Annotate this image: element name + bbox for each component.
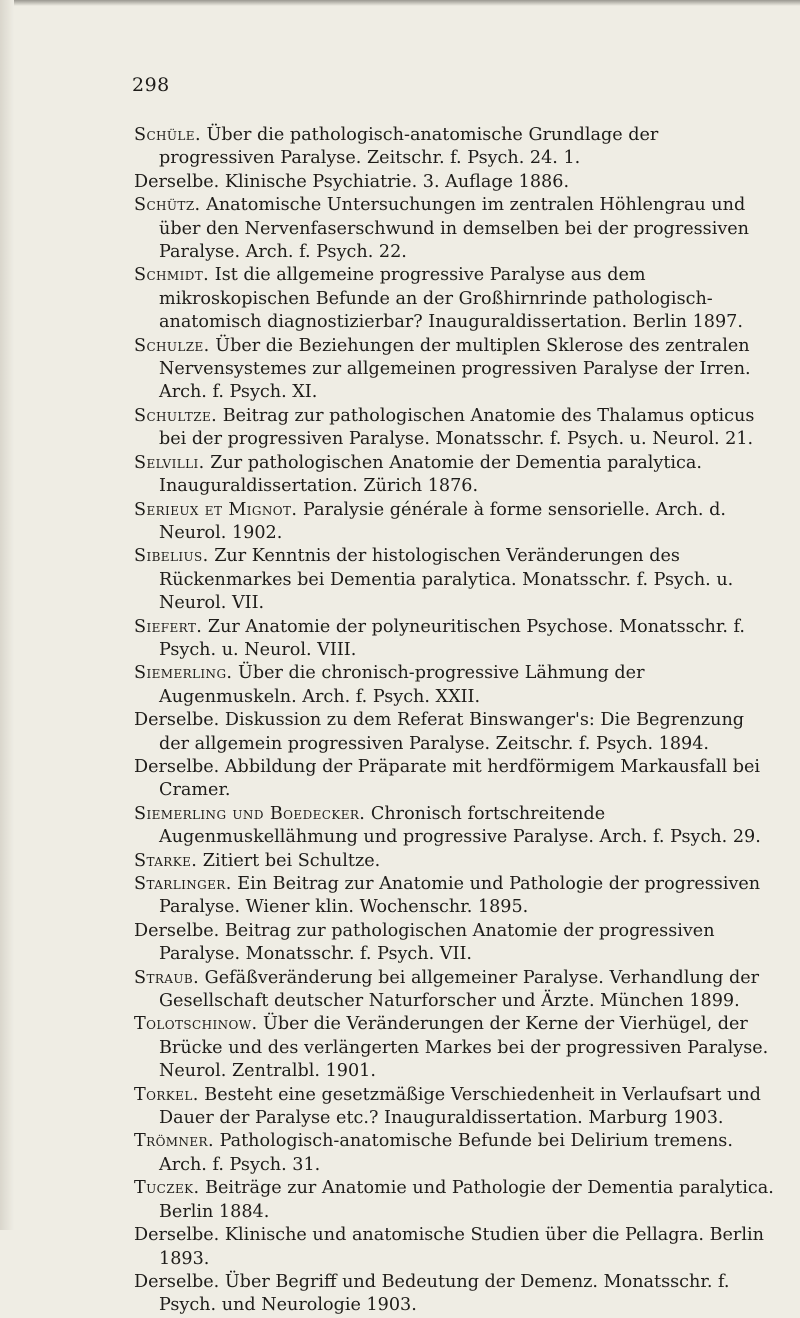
bibliography-entry <box>134 545 774 615</box>
entry-text: Zur pathologischen Anatomie der Dementia paralytica. Inauguraldissertation. Zürich 1876. <box>159 452 702 497</box>
bibliography-entry <box>134 194 774 264</box>
entry-text: Zitiert bei Schultze. <box>197 850 381 871</box>
page-number: 298 <box>132 74 170 96</box>
entry-author: Sibelius. <box>134 546 209 567</box>
entry-author: Schultze. <box>134 405 218 426</box>
entry-author: Torkel. <box>134 1084 199 1105</box>
entry-author: Schüle. <box>134 125 201 145</box>
entry-text: Gefäßveränderung bei allgemeiner Paralyse. Verhandlung der Gesellschaft deutscher Naturforscher und Ärzte. München 1899. <box>159 967 760 1012</box>
entry-text: Derselbe. Klinische und anatomische Studien über die Pellagra. Berlin 1893. <box>134 1225 764 1269</box>
bibliography-entry <box>134 335 774 405</box>
entry-author: Selvilli. <box>134 452 205 473</box>
bibliography-entry <box>134 499 774 546</box>
entry-author: Trömner. <box>134 1131 214 1152</box>
entry-author: Siefert. <box>134 616 203 637</box>
bibliography-entry <box>134 171 774 194</box>
bibliography-entry <box>134 873 774 920</box>
bibliography-entry <box>134 452 774 499</box>
bibliography-entry <box>134 616 774 663</box>
bibliography-entry <box>134 662 774 709</box>
entry-text: Zur Anatomie der polyneuritischen Psychose. Monatsschr. f. Psych. u. Neurol. VIII. <box>159 616 745 660</box>
entry-author: Schmidt. <box>134 265 210 286</box>
entry-text: Zur Kenntnis der histologischen Veränderungen des Rückenmarkes bei Dementia paralytica. Monatsschr. f. Psych. u. Neurol. VII. <box>159 546 734 614</box>
entry-text: Besteht eine gesetzmäßige Verschiedenheit in Verlaufsart und Dauer der Paralyse etc.? Inauguraldissertation. Marburg 1903. <box>159 1084 761 1129</box>
entry-text: Über die Veränderungen der Kerne der Vierhügel, der Brücke und des verlängerten Markes bei der progressiven Paralyse. Neurol. Zentralbl. 1901. <box>159 1014 769 1082</box>
entry-author: Tolotschinow. <box>134 1014 258 1035</box>
page-gutter-shadow <box>0 0 14 1230</box>
entry-author: Schütz. <box>134 195 201 216</box>
entry-text: Über die chronisch-progressive Lähmung der Augenmuskeln. Arch. f. Psych. XXII. <box>159 663 645 707</box>
entry-text: Derselbe. Klinische Psychiatrie. 3. Auflage 1886. <box>134 171 570 192</box>
entry-author: Straub. <box>134 967 200 988</box>
entry-author: Siemerling und Boedecker. <box>134 803 366 824</box>
bibliography-entry <box>134 1013 774 1083</box>
entry-text: Anatomische Untersuchungen im zentralen Höhlengrau und über den Nervenfaserschwund in demselben bei der progressiven Paralyse. Arch. f. Psych. 22. <box>159 195 750 263</box>
entry-author: Serieux et Mignot. <box>134 499 298 520</box>
entry-author: Starlinger. <box>134 874 232 894</box>
bibliography-entry <box>134 756 774 803</box>
entry-text: Pathologisch-anatomische Befunde bei Delirium tremens. Arch. f. Psych. 31. <box>159 1131 733 1175</box>
bibliography-entry <box>134 1224 774 1271</box>
bibliography-entry <box>134 850 774 873</box>
bibliography-entry <box>134 1130 774 1177</box>
entry-author: Siemerling. <box>134 663 233 684</box>
bibliography-entry <box>134 920 774 967</box>
bibliography-entry <box>134 1271 774 1318</box>
entry-text: Paralysie générale à forme sensorielle. Arch. d. Neurol. 1902. <box>159 499 726 543</box>
entry-author: Schulze. <box>134 335 210 356</box>
bibliography-entry <box>134 264 774 334</box>
entry-text: Beitrag zur pathologischen Anatomie des Thalamus opticus bei der progressiven Paralyse. Monatsschr. f. Psych. u. Neurol. 21. <box>159 405 755 450</box>
bibliography-entry <box>134 1177 774 1224</box>
entry-text: Über die Beziehungen der multiplen Sklerose des zentralen Nervensystemes zur allgemeinen progressiven Paralyse der Irren. Arch. f. Psych. XI. <box>159 335 751 403</box>
bibliography-entry <box>134 124 774 171</box>
entry-text: Derselbe. Abbildung der Präparate mit herdförmigem Markausfall bei Cramer. <box>134 756 760 801</box>
entry-text: Ist die allgemeine progressive Paralyse aus dem mikroskopischen Befunde an der Großhirnrinde pathologisch-anatomisch diagnostizierbar? Inauguraldissertation. Berlin 1897. <box>159 265 743 333</box>
entry-text: Derselbe. Beitrag zur pathologischen Anatomie der progressiven Paralyse. Monatsschr. f. Psych. VII. <box>134 920 715 965</box>
bibliography-entry <box>134 1084 774 1131</box>
entry-author: Starke. <box>134 850 198 871</box>
entry-text: Beiträge zur Anatomie und Pathologie der Dementia paralytica. Berlin 1884. <box>159 1178 774 1222</box>
bibliography-list <box>134 124 774 1318</box>
entry-author: Tuczek. <box>134 1178 200 1199</box>
page-edge-shadow <box>0 0 800 6</box>
bibliography-entry <box>134 405 774 452</box>
entry-text: Derselbe. Diskussion zu dem Referat Binswanger's: Die Begrenzung der allgemein progressiven Paralyse. Zeitschr. f. Psych. 1894. <box>134 710 745 754</box>
bibliography-entry <box>134 967 774 1014</box>
entry-text: Chronisch fortschreitende Augenmuskellähmung und progressive Paralyse. Arch. f. Psych. 29. <box>159 803 761 848</box>
entry-text: Derselbe. Über Begriff und Bedeutung der Demenz. Monatsschr. f. Psych. und Neurologie 1903. <box>134 1271 730 1316</box>
entry-text: Über die pathologisch-anatomische Grundlage der progressiven Paralyse. Zeitschr. f. Psych. 24. 1. <box>159 125 659 169</box>
bibliography-entry <box>134 709 774 756</box>
bibliography-entry <box>134 803 774 850</box>
entry-text: Ein Beitrag zur Anatomie und Pathologie der progressiven Paralyse. Wiener klin. Wochenschr. 1895. <box>159 874 761 918</box>
